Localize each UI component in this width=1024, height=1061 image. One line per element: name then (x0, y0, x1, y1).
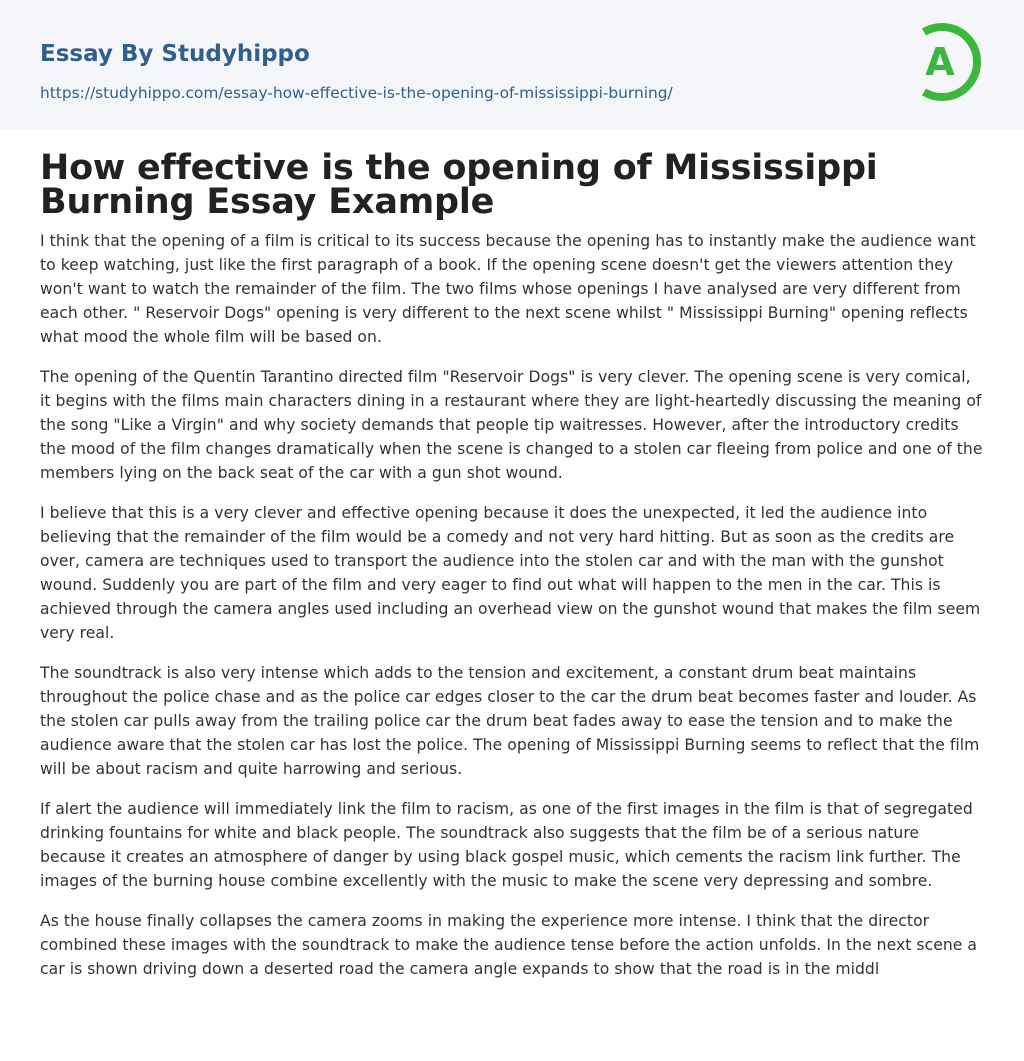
site-header (0, 0, 1024, 129)
article-paragraph: The opening of the Quentin Tarantino directed film "Reservoir Dogs" is very clever. The opening scene is very comical, it begins with the films main characters dining in a restaurant where they are light-heartedly discussing the meaning of the song "Like a Virgin" and why society demands that people tip waitresses. However, after the introductory credits the mood of the film changes dramatically when the scene is changed to a stolen car fleeing from police and one of the members lying on the back seat of the car with a gun shot wound. (40, 368, 983, 482)
site-brand[interactable]: Essay By Studyhippo (40, 41, 310, 67)
logo-letter: A (925, 40, 955, 84)
article (0, 129, 1024, 981)
article-paragraph: If alert the audience will immediately link the film to racism, as one of the first images in the film is that of segregated drinking fountains for white and black people. The soundtrack also suggests that the film be of a serious nature because it creates an atmosphere of danger by using black gospel music, which cements the racism link further. The images of the burning house combine excellently with the music to make the scene very depressing and sombre. (40, 800, 973, 890)
article-paragraph: The soundtrack is also very intense which adds to the tension and excitement, a constant drum beat maintains throughout the police chase and as the police car edges closer to the car the drum beat becomes faster and louder. As the stolen car pulls away from the trailing police car the drum beat fades away to ease the tension and to make the audience aware that the stolen car has lost the police. The opening of Mississippi Burning seems to reflect that the film will be about racism and quite harrowing and serious. (40, 664, 980, 778)
article-title: How effective is the opening of Mississippi Burning Essay Example (40, 148, 878, 222)
studyhippo-logo-icon[interactable] (912, 19, 986, 105)
article-paragraph: I believe that this is a very clever and effective opening because it does the unexpected, it led the audience into believing that the remainder of the film would be a comedy and not very hard hitting. But as soon as the credits are over, camera are techniques used to transport the audience into the stolen car and with the man with the gunshot wound. Suddenly you are part of the film and very eager to find out what will happen to the men in the car. This is achieved through the camera angles used including an overhead view on the gunshot wound that makes the film seem very real. (40, 504, 981, 642)
article-paragraph: I think that the opening of a film is critical to its success because the opening has to instantly make the audience want to keep watching, just like the first paragraph of a book. If the opening scene doesn't get the viewers attention they won't want to watch the remainder of the film. The two films whose openings I have analysed are very different from each other. " Reservoir Dogs" opening is very different to the next scene whilst " Mississippi Burning" opening reflects what mood the whole film will be based on. (40, 232, 976, 346)
source-url-link[interactable]: https://studyhippo.com/essay-how-effective-is-the-opening-of-mississippi-burning/ (40, 84, 673, 102)
article-paragraph: As the house finally collapses the camera zooms in making the experience more intense. I think that the director combined these images with the soundtrack to make the audience tense before the action unfolds. In the next scene a car is shown driving down a deserted road the camera angle expands to show that the road is in the middl (40, 912, 978, 978)
